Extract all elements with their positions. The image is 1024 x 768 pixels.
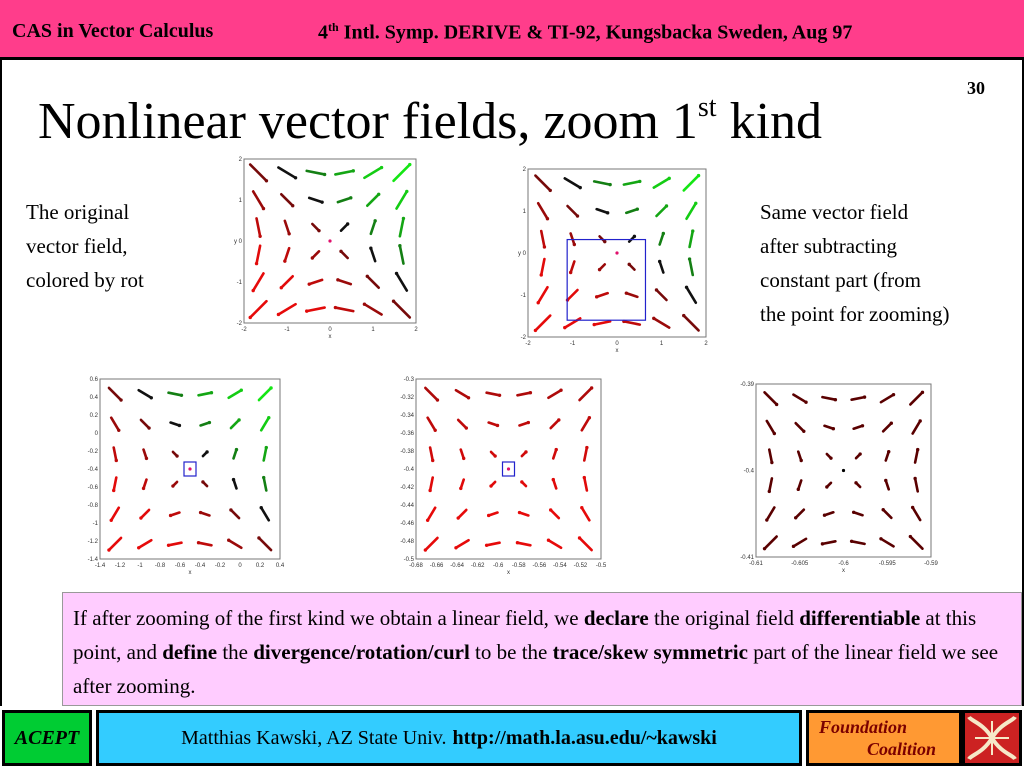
y-tick-label: -1	[92, 521, 98, 527]
vector-arrow-head	[662, 232, 665, 235]
vector-arrow-head	[291, 204, 294, 207]
vector-arrow-head	[498, 394, 501, 397]
vector-arrow-head	[854, 481, 857, 484]
vector-arrow-head	[921, 391, 924, 394]
x-tick-label: -2	[525, 341, 531, 347]
slide-footer	[0, 706, 1024, 768]
vector-arrow-head	[201, 480, 204, 483]
left-caption-line: colored by rot	[26, 268, 144, 292]
vector-arrow-head	[552, 478, 555, 481]
vector-arrow-head	[107, 548, 110, 551]
x-tick-label: 0	[615, 341, 619, 347]
x-tick-label: -0.5	[595, 563, 607, 569]
right-caption-line: constant part (from	[760, 268, 921, 292]
vector-arrow-head	[199, 511, 202, 514]
vector-arrow-head	[794, 516, 797, 519]
vector-arrow-head	[625, 291, 628, 294]
y-tick-label: -2	[236, 321, 242, 327]
y-tick-label: -0.36	[400, 431, 414, 437]
y-tick-label: -0.46	[400, 521, 414, 527]
vector-arrow-head	[688, 257, 691, 260]
vector-arrow-head	[267, 416, 270, 419]
vector-arrow-head	[137, 546, 140, 549]
x-tick-label: -0.6	[174, 563, 186, 569]
vector-arrow-head	[652, 317, 655, 320]
vector-arrow-head	[557, 418, 560, 421]
y-tick-label: -0.32	[400, 395, 414, 401]
x-tick-label: -1.4	[94, 563, 106, 569]
x-tick-label: -0.54	[553, 563, 567, 569]
vector-arrow-head	[697, 174, 700, 177]
vector-arrow-head	[305, 309, 308, 312]
vector-arrow-head	[258, 235, 261, 238]
vector-arrow-head	[792, 545, 795, 548]
vector-field-plot-zoom-2	[400, 375, 605, 577]
acept-badge: ACEPT	[2, 710, 92, 766]
x-tick-label: -1	[284, 327, 290, 333]
foundation-coalition-badge	[806, 710, 962, 766]
vector-arrow-head	[339, 250, 342, 253]
y-tick-label: -1.2	[87, 539, 98, 545]
vector-arrow-head	[638, 180, 641, 183]
x-tick-label: -0.2	[214, 563, 226, 569]
vector-arrow-head	[524, 450, 527, 453]
vector-arrow-head	[606, 211, 609, 214]
vector-field-plot-original	[228, 155, 420, 341]
vector-arrow-head	[529, 391, 532, 394]
x-tick-label: -0.61	[749, 561, 763, 567]
vector-arrow-head	[549, 508, 552, 511]
vector-arrow-head	[496, 424, 499, 427]
vector-arrow-head	[262, 476, 265, 479]
y-tick-label: y 0	[233, 239, 242, 245]
vector-arrow-head	[251, 289, 254, 292]
vector-arrow-head	[363, 302, 366, 305]
zoom-point-marker	[615, 251, 618, 254]
vector-arrow-head	[573, 243, 576, 246]
y-tick-label: -0.39	[740, 382, 754, 388]
vector-arrow-head	[861, 424, 864, 427]
y-tick-label: -0.41	[740, 555, 754, 561]
zoom-point-marker	[328, 239, 331, 242]
y-tick-label: 0	[94, 431, 98, 437]
y-tick-label: -1.4	[87, 557, 98, 563]
y-tick-label: -0.6	[87, 485, 98, 491]
vector-arrow-head	[175, 454, 178, 457]
vector-arrow-head	[139, 516, 142, 519]
vector-arrow-head	[462, 457, 465, 460]
vector-arrow-head	[426, 519, 429, 522]
vector-arrow-head	[112, 489, 115, 492]
vector-arrow-head	[320, 200, 323, 203]
vector-arrow-head	[456, 516, 459, 519]
right-caption-line: after subtracting	[760, 234, 898, 258]
right-caption-line: Same vector field	[760, 200, 909, 224]
vector-arrow-head	[516, 541, 519, 544]
x-tick-label: -1	[569, 341, 576, 347]
vector-arrow-head	[527, 421, 530, 424]
x-tick-label: -1	[137, 563, 143, 569]
term-declare: declare	[583, 606, 649, 630]
x-tick-label: -2	[241, 327, 247, 333]
vector-arrow-head	[454, 546, 457, 549]
vector-arrow-head	[408, 163, 411, 166]
vector-arrow-head	[349, 196, 352, 199]
y-tick-label: 2	[238, 157, 242, 163]
vector-arrow-head	[834, 398, 837, 401]
vector-arrow-head	[493, 454, 496, 457]
vector-arrow-head	[237, 418, 240, 421]
vector-arrow-head	[380, 166, 383, 169]
zoom-point-marker	[842, 469, 845, 472]
vector-arrow-head	[569, 271, 572, 274]
vector-arrow-head	[377, 193, 380, 196]
vector-arrow-head	[487, 514, 490, 517]
left-caption	[26, 195, 206, 297]
vector-arrow-head	[287, 232, 290, 235]
vector-arrow-head	[543, 245, 546, 248]
x-axis-label: x	[188, 570, 192, 576]
vector-arrow-head	[890, 421, 893, 424]
vector-arrow-head	[294, 176, 297, 179]
vector-arrow-head	[277, 313, 280, 316]
vector-arrow-head	[395, 272, 398, 275]
x-tick-label: -0.64	[450, 563, 464, 569]
vector-arrow-head	[171, 484, 174, 487]
y-tick-label: -0.48	[400, 539, 414, 545]
x-tick-label: 0	[328, 327, 332, 333]
vector-arrow-head	[763, 547, 766, 550]
vector-arrow-head	[323, 173, 326, 176]
header-left-text: CAS in Vector Calculus	[12, 20, 214, 42]
right-caption-line: the point for zooming)	[760, 302, 950, 326]
vector-arrow-head	[546, 217, 549, 220]
term-define: define	[162, 640, 218, 664]
x-tick-label: -0.595	[878, 561, 896, 567]
vector-arrow-head	[588, 416, 591, 419]
vector-arrow-head	[668, 177, 671, 180]
x-tick-label: 2	[704, 341, 708, 347]
x-tick-label: 0	[238, 563, 242, 569]
vector-arrow-head	[249, 316, 252, 319]
vector-arrow-head	[913, 477, 916, 480]
vector-arrow-head	[280, 286, 283, 289]
vector-field-svg	[84, 375, 284, 577]
vector-arrow-head	[257, 536, 260, 539]
vector-arrow-head	[269, 386, 272, 389]
term-trace: trace/skew symmetric	[552, 640, 748, 664]
vector-arrow-head	[593, 323, 596, 326]
vector-field-svg	[740, 380, 938, 575]
vector-arrow-head	[208, 421, 211, 424]
vector-arrow-head	[598, 268, 601, 271]
vector-arrow-head	[465, 426, 468, 429]
vector-arrow-head	[583, 476, 586, 479]
vector-arrow-head	[916, 448, 919, 451]
foundation-line-1: Foundation	[819, 717, 908, 737]
vector-arrow-head	[603, 240, 606, 243]
y-tick-label: -0.4	[87, 467, 98, 473]
vector-arrow-head	[150, 396, 153, 399]
vector-arrow-head	[402, 217, 405, 220]
vector-arrow-head	[580, 506, 583, 509]
vector-arrow-head	[178, 424, 181, 427]
y-tick-label: -0.44	[400, 503, 414, 509]
vector-field-plot-zoom-1	[84, 375, 284, 577]
vector-arrow-head	[800, 459, 803, 462]
vector-arrow-head	[852, 511, 855, 514]
vector-arrow-head	[336, 278, 339, 281]
vector-arrow-head	[392, 300, 395, 303]
vector-arrow-head	[892, 393, 895, 396]
vector-arrow-head	[540, 273, 543, 276]
y-tick-label: 0.6	[89, 377, 98, 383]
vector-arrow-head	[765, 518, 768, 521]
vector-arrow-head	[436, 398, 439, 401]
vector-arrow-head	[373, 219, 376, 222]
vector-arrow-head	[773, 432, 776, 435]
vector-arrow-head	[682, 314, 685, 317]
vector-arrow-head	[197, 541, 200, 544]
x-tick-label: -0.6	[493, 563, 504, 569]
x-axis-label: x	[328, 334, 332, 340]
coalition-logo-icon	[962, 710, 1022, 766]
vector-arrow-head	[850, 540, 853, 543]
vector-arrow-head	[823, 514, 826, 517]
left-caption-line: The original	[26, 200, 130, 224]
vector-arrow-head	[595, 295, 598, 298]
vector-arrow-head	[308, 282, 311, 285]
slide-number: 30	[967, 78, 985, 98]
vector-field-plot-zoom-3	[740, 380, 938, 575]
vector-arrow-head	[636, 207, 639, 210]
vector-arrow-head	[145, 457, 148, 460]
foundation-line-2: Coalition	[867, 739, 937, 759]
y-tick-label: -0.4	[743, 468, 754, 475]
vector-arrow-head	[485, 544, 488, 547]
vector-arrow-head	[685, 286, 688, 289]
vector-arrow-head	[585, 446, 588, 449]
vector-arrow-head	[804, 400, 807, 403]
vector-arrow-head	[229, 508, 232, 511]
vector-arrow-head	[821, 542, 824, 545]
author-url-link[interactable]: http://math.la.asu.edu/~kawski	[452, 726, 717, 749]
vector-arrow-head	[489, 484, 492, 487]
vector-arrow-head	[825, 485, 828, 488]
vector-arrow-head	[578, 536, 581, 539]
x-tick-label: 1	[371, 327, 375, 333]
y-tick-label: -0.38	[400, 449, 414, 455]
vector-arrow-head	[775, 403, 778, 406]
vector-field-plot-subtracted	[512, 165, 710, 355]
vector-arrow-head	[797, 488, 800, 491]
y-tick-label: y 0	[517, 251, 526, 257]
term-divergence: divergence/rotation/curl	[253, 640, 470, 664]
vector-arrow-head	[655, 288, 658, 291]
vector-arrow-head	[459, 487, 462, 490]
vector-arrow-head	[633, 235, 636, 238]
x-tick-label: -0.56	[532, 563, 547, 569]
vector-arrow-head	[518, 511, 521, 514]
vector-arrow-head	[829, 456, 832, 459]
vector-arrow-head	[255, 262, 258, 265]
vector-arrow-head	[537, 301, 540, 304]
x-axis-label: x	[615, 348, 619, 354]
vector-arrow-head	[369, 247, 372, 250]
vector-arrow-head	[887, 450, 890, 453]
vector-arrow-head	[311, 256, 314, 259]
vector-arrow-head	[210, 391, 213, 394]
vector-arrow-head	[232, 478, 235, 481]
vector-arrow-head	[265, 446, 268, 449]
x-tick-label: -0.58	[511, 563, 526, 569]
vector-arrow-head	[881, 508, 884, 511]
vector-arrow-head	[227, 539, 230, 542]
x-tick-label: 2	[414, 327, 418, 333]
y-tick-label: 0.4	[89, 395, 98, 401]
vector-arrow-head	[520, 480, 523, 483]
vector-arrow-head	[283, 259, 286, 262]
vector-arrow-head	[147, 426, 150, 429]
x-tick-label: -0.6	[838, 561, 849, 567]
x-tick-label: -0.4	[194, 563, 206, 569]
vector-arrow-head	[691, 229, 694, 232]
x-tick-label: 0.2	[255, 563, 265, 569]
author-name: Matthias Kawski, AZ State Univ.	[181, 726, 447, 749]
vector-arrow-head	[433, 429, 436, 432]
vector-arrow-head	[858, 452, 861, 455]
right-caption	[760, 195, 1022, 331]
y-tick-label: -0.8	[87, 503, 98, 509]
x-tick-label: -0.62	[470, 563, 485, 569]
y-tick-label: -1	[520, 293, 526, 299]
vector-field-svg	[512, 165, 710, 355]
y-tick-label: 0.2	[89, 413, 98, 419]
y-tick-label: -1	[236, 280, 242, 286]
vector-arrow-head	[119, 398, 122, 401]
vector-arrow-head	[555, 448, 558, 451]
vector-arrow-head	[534, 329, 537, 332]
vector-arrow-head	[802, 430, 805, 433]
x-tick-label: -0.68	[409, 563, 423, 569]
definition-box: If after zooming of the first kind we obtain a linear field, we declare the original field differentiable at this point, and define the divergence/rotation/curl to be the trace/skew symmetric part of the linear field we see after zooming.	[62, 592, 1022, 706]
vector-arrow-head	[658, 260, 661, 263]
vector-arrow-head	[405, 190, 408, 193]
vector-arrow-head	[142, 487, 145, 490]
vector-arrow-head	[911, 506, 914, 509]
vector-field-svg	[400, 375, 605, 577]
vector-arrow-head	[628, 263, 631, 266]
y-tick-label: -0.5	[403, 557, 414, 563]
vector-field-svg	[228, 155, 420, 341]
x-axis-label: x	[507, 570, 510, 576]
x-tick-label: -0.59	[924, 561, 938, 567]
vector-arrow-head	[260, 506, 263, 509]
vector-arrow-head	[167, 544, 170, 547]
y-tick-label: -0.4	[403, 467, 414, 473]
vector-arrow-head	[768, 490, 771, 493]
y-tick-label: 1	[522, 209, 526, 215]
vector-arrow-head	[169, 514, 172, 517]
zoom-point-marker	[507, 467, 510, 470]
vector-arrow-head	[117, 429, 120, 432]
vector-arrow-head	[428, 489, 431, 492]
x-tick-label: -0.605	[791, 561, 809, 567]
vector-arrow-head	[909, 535, 912, 538]
vector-arrow-head	[608, 183, 611, 186]
vector-arrow-head	[559, 389, 562, 392]
x-tick-label: -0.66	[429, 563, 444, 569]
y-tick-label: -0.34	[400, 413, 414, 419]
y-tick-label: -2	[520, 335, 526, 341]
vector-arrow-head	[590, 386, 593, 389]
vector-arrow-head	[110, 519, 113, 522]
vector-arrow-head	[265, 179, 268, 182]
vector-arrow-head	[547, 539, 550, 542]
vector-arrow-head	[694, 202, 697, 205]
x-tick-label: 1	[659, 341, 664, 347]
x-axis-label: x	[842, 568, 845, 574]
header-right-text: 4th Intl. Symp. DERIVE & TI-92, Kungsbacka Sweden, Aug 97	[318, 20, 853, 44]
term-differentiable: differentiable	[799, 606, 921, 630]
y-tick-label: 1	[238, 198, 242, 204]
vector-arrow-head	[424, 548, 427, 551]
vector-arrow-head	[366, 275, 369, 278]
vector-arrow-head	[317, 229, 320, 232]
vector-arrow-head	[352, 169, 355, 172]
x-tick-label: -1.2	[114, 563, 126, 569]
zoom-point-marker	[188, 467, 191, 470]
x-tick-label: 0.4	[275, 563, 285, 569]
left-caption-line: vector field,	[26, 234, 128, 258]
vector-arrow-head	[563, 326, 566, 329]
vector-arrow-head	[576, 214, 579, 217]
vector-arrow-head	[398, 244, 401, 247]
vector-arrow-head	[884, 479, 887, 482]
vector-arrow-head	[431, 459, 434, 462]
y-tick-label: -0.2	[87, 449, 98, 455]
vector-arrow-head	[665, 204, 668, 207]
vector-arrow-head	[235, 448, 238, 451]
vector-arrow-head	[467, 396, 470, 399]
x-tick-label: -0.52	[573, 563, 588, 569]
y-tick-label: -0.42	[400, 485, 414, 491]
vector-arrow-head	[579, 186, 582, 189]
vector-arrow-head	[180, 394, 183, 397]
vector-arrow-head	[863, 395, 866, 398]
vector-arrow-head	[879, 537, 882, 540]
vector-arrow-head	[115, 459, 118, 462]
x-tick-label: -0.8	[154, 563, 166, 569]
vector-arrow-head	[240, 389, 243, 392]
vector-arrow-head	[346, 222, 349, 225]
vector-arrow-head	[334, 306, 337, 309]
y-tick-label: -0.3	[403, 377, 414, 383]
author-bar	[96, 710, 802, 766]
vector-arrow-head	[205, 450, 208, 453]
vector-arrow-head	[262, 207, 265, 210]
slide-header	[0, 0, 1024, 60]
y-tick-label: 2	[522, 167, 526, 173]
vector-arrow-head	[918, 419, 921, 422]
vector-arrow-head	[770, 461, 773, 464]
vector-arrow-head	[549, 189, 552, 192]
vector-arrow-head	[832, 427, 835, 430]
slide-title: Nonlinear vector fields, zoom 1st kind	[38, 92, 823, 150]
